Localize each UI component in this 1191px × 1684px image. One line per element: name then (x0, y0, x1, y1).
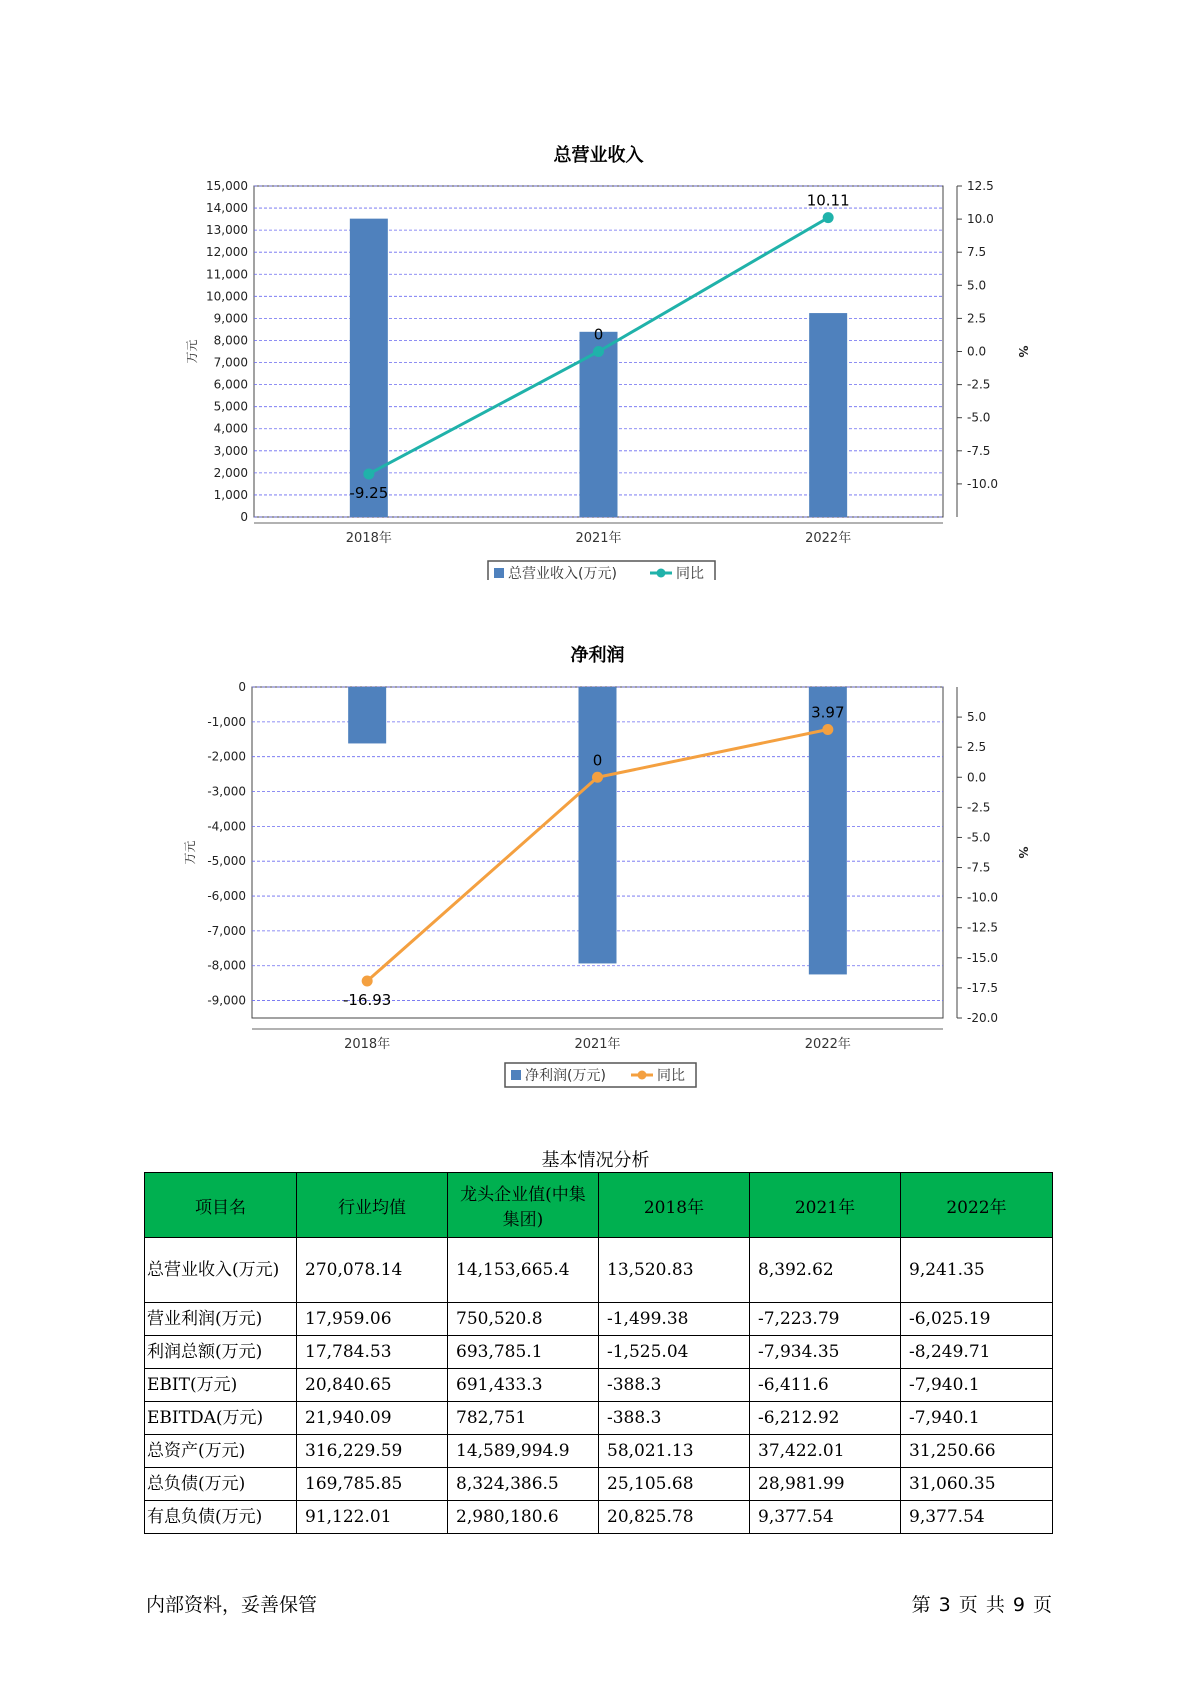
table-cell: -388.3 (599, 1402, 750, 1435)
table-row (145, 1238, 1053, 1303)
table-cell: -1,525.04 (599, 1336, 750, 1369)
y2-tick-label: -15.0 (967, 950, 999, 965)
chart-title: 总营业收入 (553, 145, 644, 166)
table-row (145, 1435, 1053, 1468)
data-label: 10.11 (806, 191, 850, 210)
data-label: -16.93 (342, 991, 392, 1010)
y-tick-label: 4,000 (213, 421, 248, 436)
y-tick-label: -2,000 (207, 749, 246, 764)
footer-page-number: 第 3 页 共 9 页 (911, 1594, 1052, 1616)
table-cell: -388.3 (599, 1369, 750, 1402)
table-cell: 9,241.35 (901, 1238, 1053, 1303)
table-cell: 21,940.09 (297, 1402, 448, 1435)
table-cell: 270,078.14 (297, 1238, 448, 1303)
header-cell: 行业均值 (297, 1173, 448, 1238)
y2-tick-label: -17.5 (967, 980, 999, 995)
table-row (145, 1336, 1053, 1369)
table-cell: 9,377.54 (901, 1501, 1053, 1534)
y2-tick-label: -7.5 (967, 443, 991, 458)
y-tick-label: 13,000 (206, 223, 248, 238)
table-cell: -7,934.35 (750, 1336, 901, 1369)
y-tick-label: 15,000 (206, 179, 248, 193)
data-label: 0 (592, 751, 603, 770)
table-cell: 14,589,994.9 (448, 1435, 599, 1468)
y2-tick-label: 7.5 (967, 245, 987, 260)
table-cell: 25,105.68 (599, 1468, 750, 1501)
y2-tick-label: 0.0 (967, 770, 987, 785)
y-tick-label: 3,000 (213, 443, 248, 458)
table-cell: 31,250.66 (901, 1435, 1053, 1468)
x-tick-label: 2022年 (804, 1037, 851, 1052)
y-tick-label: 14,000 (206, 201, 248, 216)
y2-tick-label: -5.0 (967, 830, 991, 845)
y-axis-label: 万元 (185, 339, 199, 364)
y-tick-label: -1,000 (207, 714, 246, 729)
table-cell: -1,499.38 (599, 1303, 750, 1336)
data-label: 3.97 (811, 703, 845, 722)
y-tick-label: 10,000 (206, 289, 248, 304)
table-cell: -7,940.1 (901, 1369, 1053, 1402)
row-label: 利润总额(万元) (145, 1336, 297, 1369)
y2-tick-label: 12.5 (967, 179, 994, 193)
y-tick-label: -7,000 (207, 923, 246, 938)
y2-tick-label: 10.0 (967, 212, 994, 227)
y2-tick-label: -7.5 (967, 860, 991, 875)
table-cell: 14,153,665.4 (448, 1238, 599, 1303)
x-tick-label: 2022年 (805, 531, 852, 546)
table-header-row (145, 1173, 1053, 1238)
table-cell: 28,981.99 (750, 1468, 901, 1501)
row-label: 总负债(万元) (145, 1468, 297, 1501)
legend-line-dot (638, 1071, 647, 1080)
data-label: -9.25 (349, 483, 389, 502)
y2-tick-label: 5.0 (967, 278, 987, 293)
row-label: EBITDA(万元) (145, 1402, 297, 1435)
footer-confidential: 内部资料，妥善保管 (146, 1594, 318, 1616)
table-cell: -7,940.1 (901, 1402, 1053, 1435)
y-tick-label: 5,000 (213, 399, 248, 414)
y2-tick-label: -2.5 (967, 800, 991, 815)
y-tick-label: -4,000 (207, 819, 246, 834)
x-tick-label: 2021年 (574, 1037, 621, 1052)
table-cell: 17,784.53 (297, 1336, 448, 1369)
table-cell: 8,392.62 (750, 1238, 901, 1303)
table-cell: 58,021.13 (599, 1435, 750, 1468)
y-tick-label: -5,000 (207, 854, 246, 869)
header-cell: 项目名 (145, 1173, 297, 1238)
y-tick-label: 12,000 (206, 245, 248, 260)
y-tick-label: 8,000 (213, 333, 248, 348)
x-tick-label: 2021年 (575, 531, 622, 546)
table-title: 基本情况分析 (541, 1150, 650, 1171)
y2-axis-label: % (1016, 345, 1030, 358)
header-cell: 2018年 (599, 1173, 750, 1238)
table-cell: 37,422.01 (750, 1435, 901, 1468)
table-cell: 2,980,180.6 (448, 1501, 599, 1534)
table-row (145, 1303, 1053, 1336)
table-cell: 782,751 (448, 1402, 599, 1435)
y-tick-label: 0 (240, 510, 248, 524)
yoy-point (592, 772, 603, 783)
legend-bar-label: 净利润(万元) (525, 1068, 606, 1084)
row-label: 营业利润(万元) (145, 1303, 297, 1336)
table-cell: 9,377.54 (750, 1501, 901, 1534)
table-cell: 31,060.35 (901, 1468, 1053, 1501)
y-tick-label: 0 (238, 680, 246, 694)
table-row (145, 1369, 1053, 1402)
row-label: 有息负债(万元) (145, 1501, 297, 1534)
y2-tick-label: -2.5 (967, 377, 991, 392)
y-tick-label: -3,000 (207, 784, 246, 799)
legend-bar-label: 总营业收入(万元) (508, 566, 617, 580)
header-cell: 2022年 (901, 1173, 1053, 1238)
table-cell: 693,785.1 (448, 1336, 599, 1369)
y2-tick-label: 2.5 (967, 311, 987, 326)
legend-line-label: 同比 (676, 566, 704, 580)
y-tick-label: -8,000 (207, 958, 246, 973)
x-tick-label: 2018年 (344, 1037, 391, 1052)
yoy-point (822, 724, 833, 735)
table-cell: -6,411.6 (750, 1369, 901, 1402)
y-tick-label: 1,000 (213, 487, 248, 502)
yoy-point (362, 976, 373, 987)
y2-axis-label: % (1016, 846, 1030, 859)
header-cell: 2021年 (750, 1173, 901, 1238)
legend-bar-swatch (511, 1070, 521, 1080)
y-tick-label: 9,000 (213, 311, 248, 326)
table-cell: 750,520.8 (448, 1303, 599, 1336)
y2-tick-label: 0.0 (967, 344, 987, 359)
y2-tick-label: -10.0 (967, 476, 999, 491)
table-row (145, 1402, 1053, 1435)
chart-title: 净利润 (570, 645, 625, 666)
table-cell: -8,249.71 (901, 1336, 1053, 1369)
y2-tick-label: 5.0 (967, 710, 987, 725)
y2-tick-label: 2.5 (967, 740, 987, 755)
y2-tick-label: -12.5 (967, 920, 999, 935)
table-cell: -7,223.79 (750, 1303, 901, 1336)
y-tick-label: 7,000 (213, 355, 248, 370)
table-cell: 91,122.01 (297, 1501, 448, 1534)
table-cell: -6,025.19 (901, 1303, 1053, 1336)
y-tick-label: -6,000 (207, 889, 246, 904)
row-label: 总资产(万元) (145, 1435, 297, 1468)
header-cell: 龙头企业值(中集集团) (448, 1173, 599, 1238)
table-cell: 8,324,386.5 (448, 1468, 599, 1501)
y2-tick-label: -5.0 (967, 410, 991, 425)
table-cell: 20,825.78 (599, 1501, 750, 1534)
table-row (145, 1501, 1053, 1534)
basic-info-table (144, 1172, 1053, 1534)
x-tick-label: 2018年 (345, 531, 392, 546)
y-tick-label: 2,000 (213, 465, 248, 480)
table-cell: 691,433.3 (448, 1369, 599, 1402)
legend-line-label: 同比 (657, 1068, 685, 1084)
row-label: 总营业收入(万元) (145, 1238, 297, 1303)
bar (579, 687, 617, 963)
row-label: EBIT(万元) (145, 1369, 297, 1402)
y-tick-label: 6,000 (213, 377, 248, 392)
y-tick-label: 11,000 (206, 267, 248, 282)
table-cell: 17,959.06 (297, 1303, 448, 1336)
y2-tick-label: -10.0 (967, 890, 999, 905)
table-cell: 169,785.85 (297, 1468, 448, 1501)
table-cell: 316,229.59 (297, 1435, 448, 1468)
table-row (145, 1468, 1053, 1501)
y2-tick-label: -20.0 (967, 1011, 999, 1025)
table-cell: -6,212.92 (750, 1402, 901, 1435)
bar (348, 687, 386, 743)
table-cell: 20,840.65 (297, 1369, 448, 1402)
y-axis-label: 万元 (183, 840, 197, 865)
data-label: 0 (593, 325, 604, 344)
y-tick-label: -9,000 (207, 993, 246, 1008)
table-cell: 13,520.83 (599, 1238, 750, 1303)
